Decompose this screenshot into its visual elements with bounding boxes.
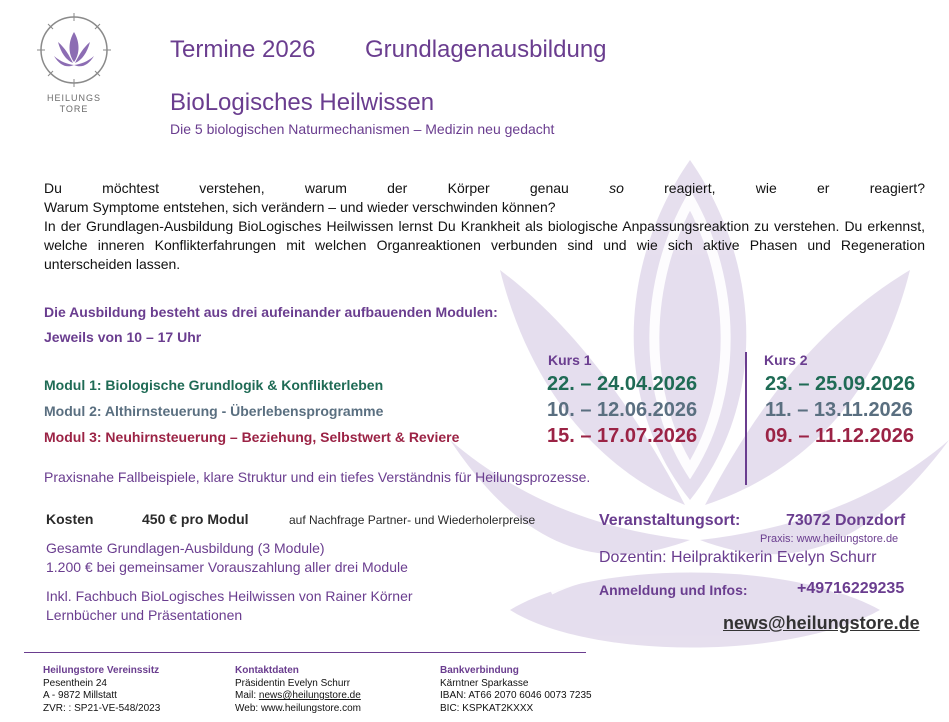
kurs1-label: Kurs 1	[548, 352, 592, 368]
kosten-label: Kosten	[46, 511, 94, 527]
intro-line1	[44, 179, 925, 198]
module-3-label: Modul 3: Neuhirnsteuerung – Beziehung, Selbstwert & Reviere	[44, 429, 460, 445]
footer-divider	[24, 652, 586, 653]
footer-col-bank	[440, 665, 592, 715]
footer-contact-line3: Web: www.heilungstore.com	[235, 702, 361, 714]
email-link[interactable]: news@heilungstore.de	[723, 613, 920, 633]
module-1-label: Modul 1: Biologische Grundlogik & Konflikterleben	[44, 377, 384, 393]
footer-address-head: Heilungstore Vereinssitz	[43, 665, 160, 676]
footer-address-line3: ZVR: : SP21-VE-548/2023	[43, 702, 161, 714]
kurs-divider	[745, 352, 747, 485]
footer-bank-line3: BIC: KSPKAT2KXXX	[440, 702, 534, 714]
page-title-termine: Termine 2026	[170, 36, 316, 63]
footer-bank-line1: Kärntner Sparkasse	[440, 677, 529, 689]
footer-address-line2: A - 9872 Millstatt	[43, 690, 117, 701]
intro-line1-emphasis: so	[609, 180, 624, 196]
footer-col-contact	[235, 665, 361, 715]
price-per-module: 450 € pro Modul	[142, 511, 249, 527]
module-1-kurs2-date: 23. – 25.09.2026	[765, 373, 916, 395]
footer-mail-link[interactable]: news@heilungstore.de	[258, 690, 361, 701]
incl-line1: Inkl. Fachbuch BioLogisches Heilwissen von Rainer Körner	[46, 588, 413, 604]
total-line1: Gesamte Grundlagen-Ausbildung (3 Module)	[46, 540, 325, 556]
modules-heading: Die Ausbildung besteht aus drei aufeinander aufbauenden Modulen:	[44, 304, 498, 320]
logo	[30, 12, 118, 120]
footer-address-line1: Pesenthein 24	[43, 677, 107, 689]
intro-line1-b: reagiert, wie er reagiert?	[623, 180, 925, 196]
venue-place: 73072 Donzdorf	[786, 512, 906, 529]
page-tagline: Die 5 biologischen Naturmechanismen – Medizin neu gedacht	[170, 121, 555, 137]
praxis-text: Praxisnahe Fallbeispiele, klare Struktur und ein tiefes Verständnis für Heilungsprozesse.	[44, 469, 591, 485]
dozentin: Dozentin: Heilpraktikerin Evelyn Schurr	[599, 549, 877, 566]
intro-paragraph2: In der Grundlagen-Ausbildung BioLogisches Heilwissen lernst Du Krankheit als biologische Anpassungsreaktion zu verstehen. Du erkennst, welche inneren Konflikterfahrungen mit welchen Organreaktionen verbunden sind und wie sich aktive Phasen und Regeneration unterscheiden lassen.	[44, 218, 925, 272]
footer-bank-head: Bankverbindung	[440, 665, 519, 676]
logo-text-line2: TORE	[59, 104, 89, 114]
module-2-kurs1-date: 10. – 12.06.2026	[547, 399, 698, 421]
footer-contact-line1: Präsidentin Evelyn Schurr	[235, 677, 351, 689]
anmeldung-label: Anmeldung und Infos:	[599, 582, 748, 598]
footer-contact-line2	[235, 690, 361, 703]
logo-text-line1: HEILUNGS	[46, 93, 101, 103]
intro-line1-a: Du möchtest verstehen, warum der Körper genau	[44, 180, 610, 196]
intro-line2: Warum Symptome entstehen, sich verändern – und wieder verschwinden können?	[44, 199, 556, 215]
total-line2: 1.200 € bei gemeinsamer Vorauszahlung aller drei Module	[46, 559, 408, 575]
intro-text	[44, 179, 925, 274]
module-3-kurs2-date: 09. – 11.12.2026	[765, 425, 915, 447]
footer-mail-label: Mail:	[235, 690, 259, 701]
footer-bank-line2: IBAN: AT66 2070 6046 0073 7235	[440, 690, 592, 701]
praxis-website: Praxis: www.heilungstore.de	[760, 533, 899, 545]
module-3-kurs1-date: 15. – 17.07.2026	[547, 425, 698, 447]
page-subtitle: BioLogisches Heilwissen	[170, 89, 435, 116]
module-2-label: Modul 2: Althirnsteuerung - Überlebensprogramme	[44, 403, 384, 419]
venue-label: Veranstaltungsort:	[599, 512, 741, 529]
modules-hours: Jeweils von 10 – 17 Uhr	[44, 329, 202, 345]
page-title-ausbildung: Grundlagenausbildung	[365, 36, 607, 63]
footer-contact-head: Kontaktdaten	[235, 665, 299, 676]
lotus-star-icon	[34, 12, 114, 88]
footer-col-address	[43, 665, 160, 715]
incl-line2: Lernbücher und Präsentationen	[46, 607, 243, 623]
phone-number[interactable]: +49716229235	[797, 580, 905, 597]
module-2-kurs2-date: 11. – 13.11.2026	[765, 399, 913, 421]
module-1-kurs1-date: 22. – 24.04.2026	[547, 373, 698, 395]
kurs2-label: Kurs 2	[764, 352, 808, 368]
price-note: auf Nachfrage Partner- und Wiederholerpreise	[289, 513, 536, 527]
